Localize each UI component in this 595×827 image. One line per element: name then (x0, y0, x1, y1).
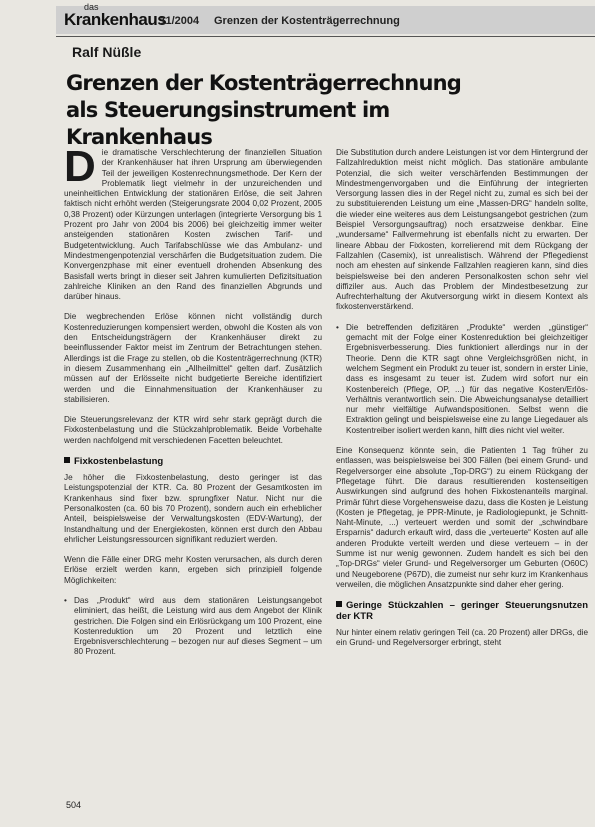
paragraph-1-text: ie dramatische Verschlechterung der finanziellen Situation der Krankenhäuser hat ihren Ursprung am überwiegenden Teil der jeweiligen Kostenrechnungsmethode. Der Kern der Problematik liegt vielmehr in der unzureichenden und uneinheitlichen Entwicklung der stationären Erlöse, die seit Jahren faktisch nicht erhöht werden (Steigerungsrate 2004 0,02 Prozent, 2005 0,38 Prozent) oder Kürzungen unterlagen (integrierte Versorgung bis 1 Prozent pro Jahr von 2004 bis 2006) bei gleichzeitig immer weiter ansteigenden stationären Kosten zwischen Tarif- und Budgetentwicklung. Auch Tarifabschlüsse wie das Ambulanz- und Mindestmengenpotenzial verschärfen die Budgetsituation zudem. Die Konvergenzphase mit einer eventuell drohenden Absenkung des Basisfall werts bringt in dieser seit Jahren kumulierten Defizitsituation zahlreiche Kliniken an den Rand des finanziellen Abgrunds und darüber hinaus. (64, 148, 322, 302)
paragraph-4: Je höher die Fixkostenbelastung, desto geringer ist das Leistungspotenzial der KTR. Ca. 80 Prozent der Gesamtkosten im Krankenhaus sind fixer bzw. sprungfixer Natur. Nicht nur die Personalkosten (ca. 60 bis 70 Prozent), sondern auch ein erheblicher Anteil, beispielsweise der Verwaltungskosten (EDV-Wartung), der Instandhaltung und der Energiekosten, können erst durch den Abbau ehrlicher Leistungsressourcen signifikant reduziert werden. (64, 473, 322, 544)
bullet-dot-icon: • (336, 322, 339, 332)
bullet-item (64, 596, 322, 658)
dropcap: D (64, 142, 96, 191)
section-heading-text: Geringe Stückzahlen – geringer Steuerungsnutzen der KTR (336, 600, 588, 623)
bullet-item (336, 323, 588, 436)
paragraph-5: Wenn die Fälle einer DRG mehr Kosten verursachen, als durch deren Erlöse erzielt werden kann, ergeben sich prinzipiell folgende Möglichkeiten: (64, 555, 322, 585)
brand-logo: Krankenhaus (64, 10, 167, 29)
page-number: 504 (66, 800, 82, 810)
paragraph-1 (64, 142, 322, 302)
bullet-text: Das „Produkt“ wird aus dem stationären Leistungsangebot eliminiert, das heißt, die Leistung wird aus dem Angebot der Klinik gestrichen. Die Folgen sind ein Erlösrückgang um 100 Prozent, eine Kostenreduktion um 20 Prozent und letztlich eine Ergebnisverschlechterung – bezogen nur auf dieses Segment – um 80 Prozent. (74, 595, 322, 657)
running-title: Grenzen der Kostenträgerrechnung (214, 15, 400, 27)
bullet-dot-icon: • (64, 595, 67, 605)
paragraph-6: Die Substitution durch andere Leistungen ist vor dem Hintergrund der Fallzahlreduktion meist nicht möglich. Das stationäre ambulante Potenzial, die sich weiter verschärfenden Bestimmungen der Mindestmengenvorgaben und die Einführung der integrierten Versorgung lassen dies in der Regel nicht zu, zumal es sich bei der zu substituierenden Leistung um eine „Massen-DRG“ handeln sollte, die wieder eine weiteres aus dem Leistungsangebot gestrichen (zum Beispiel Versorgungsauftrag) noch ersatzweise denkbar. Eine „wundersame“ Fallvermehrung ist ebenfalls nicht zu erwarten. Der lineare Abbau der Fixkosten, korrelierend mit dem Rückgang der Fallzahlen (Casemix), ist unrealistisch. Während der Pflegedienst noch am ehesten auf sinkende Fallzahlen reagieren kann, sind dies beispielsweise bei den anderen Personalkosten schon sehr viel diffiziler aus. Auch das Problem der Mindestbesetzung zur Aufrechterhaltung der Akutversorgung wirkt in diesem Kontext als fixkostenverstärkend. (336, 148, 588, 312)
article-title: Grenzen der Kostenträgerrechnung als Steuerungsinstrument im Krankenhaus (66, 71, 461, 149)
square-bullet-icon (64, 457, 70, 463)
section-heading-fixkosten (64, 456, 322, 467)
square-bullet-icon (336, 601, 342, 607)
paragraph-3: Die Steuerungsrelevanz der KTR wird sehr stark geprägt durch die Fixkostenbelastung und die Stückzahlproblematik. Beide Vorbehalte werden nachfolgend mit verschiedenen Facetten beleuchtet. (64, 415, 322, 445)
bullet-text: Die betreffenden defizitären „Produkte“ werden „günstiger“ gemacht mit der Folge einer Kostenreduktion bei gleichzeitiger Ergebnisverbesserung. Dies funktioniert allerdings nur in der Theorie. Denn die KTR sagt ohne Vergleichsgrößen nicht, in welchem Segment ein Produkt zu teuer ist, sondern in erster Linie, dass es insgesamt zu teuer ist. Zudem wird sofort nur ein Kostenbereich (Pflege, OP, ...) für das negative Kosten/Erlös-Verhältnis verantwortlich sein. Die Abweichungsanalyse detailliert nur mehr vielfältige Aufwandspositionen. Selbst wenn die Extraktion gelingt und beispielsweise eine zu lange Liegedauer als Kostentreiber isoliert werden kann, hilft dies nicht viel weiter. (346, 322, 588, 435)
brand-small: das (84, 2, 99, 12)
paragraph-7: Eine Konsequenz könnte sein, die Patienten 1 Tag früher zu entlassen, was beispielsweise bei 300 Fällen (bei einem Grund- und Regelversorger eine absolute „Top-DRG“) zu einem Rückgang der Pflegetage führt. Die daraus resultierenden kostenseitigen Auswirkungen sind aufgrund des hohen Fixkostenanteils marginal. Primär führt diese Vorgehensweise dazu, dass die Kosten je Leistung (Kosten je Pflegetag, je PPR-Minute, je Radiologiepunkt, je Schnitt-Naht-Minute, ...) verteuert werden und somit der „schwindbare Ersparnis“ dadurch erkauft wird, dass die „verteuerte“ Kosten auf alle anderen Produkte verteilt werden und diese verteuern – in der Summe ist nur wenig gewonnen. Zudem handelt es sich bei den „Top-DRGs“ vieler Grund- und Regelversorger um Geburten (O60C) und Neugeborene (P67D), die zumeist nur sehr kurz im Krankenhaus verweilen, die möglichen Ansatzpunkte sind daher eher gering. (336, 446, 588, 589)
section-heading-text: Fixkostenbelastung (74, 456, 164, 468)
column-right (336, 148, 588, 659)
paragraph-8: Nur hinter einem relativ geringen Teil (ca. 20 Prozent) aller DRGs, die ein Grund- und Regelversorger erbringt, steht (336, 628, 588, 648)
header-rule (56, 36, 595, 37)
paragraph-2: Die wegbrechenden Erlöse können nicht vollständig durch Kostenreduzierungen kompensiert werden, obwohl die Kosten als von den Entscheidungsträgern der Krankenhäuser direkt zu beeinflussender Faktor meist im Zentrum der Betrachtungen stehen. Allerdings ist die Frage zu stellen, ob die Kostenträgerrechnung (KTR) in diesem Zusammenhang ein „Allheilmittel“ gelten darf. Zusätzlich müssen auf der Erlösseite nicht budgetierte Bereiche identifiziert werden und die Einnahmensituation der Krankenhäuser zu stabilisieren. (64, 312, 322, 404)
issue-number: 11/2004 (160, 15, 200, 27)
section-heading-stueckzahlen (336, 600, 588, 622)
column-left (64, 142, 322, 668)
author: Ralf Nüßle (72, 44, 142, 60)
